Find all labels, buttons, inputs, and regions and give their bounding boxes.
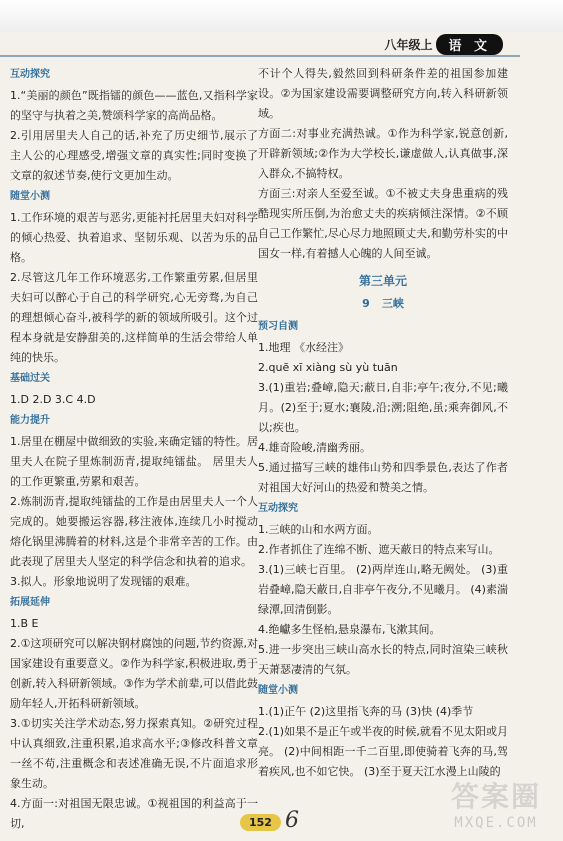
header-rule <box>0 55 520 57</box>
section-heading: 互动探究 <box>10 69 50 80</box>
answer-paragraph: 2.quē xī xiàng sù yù tuān <box>258 361 398 374</box>
lesson-name: 三峡 <box>381 297 404 310</box>
section-heading: 能力提升 <box>10 415 50 426</box>
answer-paragraph: 4.方面一:对祖国无限忠诚。①视祖国的利益高于一切, <box>10 797 258 830</box>
top-strip <box>0 0 563 32</box>
answer-paragraph: 2.引用居里夫人自己的话,补充了历史细节,展示了主人公的心理感受,增强文章的真实性;同时变换了文章的叙述节奏,使行文更加生动。 <box>10 129 258 182</box>
right-column <box>258 64 508 782</box>
handwritten-mark: 6 <box>285 808 299 833</box>
answer-paragraph: 1.三峡的山和水两方面。 <box>258 523 379 536</box>
grade-label: 八年级上 <box>384 37 433 52</box>
section-heading: 预习自测 <box>258 321 298 332</box>
answer-paragraph: 方面三:对亲人至爱至诚。①不被丈夫身患重病的残酷现实所压倒,为治愈丈夫的疾病倾注深情。②不顾自己工作繁忙,尽心尽力地照顾丈夫,和勤劳朴实的中国女一样,有着撼人心魄的人间至诚。 <box>258 187 508 260</box>
answer-paragraph: 2.尽管这几年工作环境恶劣,工作繁重劳累,但居里夫妇可以醉心于自己的科学研究,心无旁骛,为自己的理想倾心奋斗,被科学的新的领域所吸引。这个过程本身就是安静甜美的,这样简单的生活会带给人单纯的快乐。 <box>10 271 258 364</box>
answer-paragraph: 1.地理 《水经注》 <box>258 341 349 354</box>
answer-paragraph: 1.工作环境的艰苦与恶劣,更能衬托居里夫妇对科学的倾心热爱、执着追求、坚韧乐观、以苦为乐的品格。 <box>10 211 258 264</box>
answer-paragraph: 3.①切实关注学术动态,努力探索真知。②研究过程中认真细致,注重积累,追求高水平;③修改科普文章一丝不苟,注重概念和表述准确无误,不片面追求形象生动。 <box>10 717 258 790</box>
answer-paragraph: 5.进一步突出三峡山高水长的特点,同时渲染三峡秋天萧瑟凄清的气氛。 <box>258 643 508 676</box>
answer-paragraph: 3.(1)重岩;叠嶂,隐天;蔽日,自非;亭午;夜分,不见;曦月。(2)至于;夏水;襄陵,沿;溯;阻绝,虽;乘奔御风,不以;疾也。 <box>258 381 508 434</box>
answer-paragraph: 2.炼制沥青,提取纯镭盐的工作是由居里夫人一个人完成的。她要搬运容器,移注液体,连续几小时搅动熔化锅里沸腾着的材料,这是个非常辛苦的工作。由此表现了居里夫人坚定的科学信念和执着的追求。 <box>10 495 258 568</box>
answer-paragraph: 1.(1)正午 (2)这里指飞奔的马 (3)快 (4)季节 <box>258 705 474 718</box>
watermark-url: MXQE.COM <box>454 815 538 831</box>
section-heading: 随堂小测 <box>10 191 50 202</box>
answer-paragraph: 1.“美丽的颜色”既指镭的颜色——蓝色,又指科学家的坚守与执着之美,赞颂科学家的高尚品格。 <box>10 89 258 122</box>
answer-paragraph: 1.居里在棚屋中做细致的实验,来确定镭的特性。居里夫人在院子里炼制沥青,提取纯镭盐。 居里夫人的工作更繁重,劳累和艰苦。 <box>10 435 258 488</box>
lesson-number: 9 <box>362 297 370 310</box>
page-header <box>384 34 503 54</box>
unit-title: 第三单元 <box>358 274 407 288</box>
answer-paragraph: 1.D 2.D 3.C 4.D <box>10 393 96 406</box>
answer-paragraph: 4.绝巘多生怪柏,悬泉瀑布,飞漱其间。 <box>258 623 441 636</box>
lesson-title <box>258 294 508 314</box>
section-heading: 随堂小测 <box>258 685 298 696</box>
watermark-logo-text: 答案圈 <box>450 780 541 813</box>
answer-paragraph: 2.①这项研究可以解决钢材腐蚀的问题,节约资源,对国家建设有重要意义。②作为科学家,积极进取,勇于创新,转入科研新领域。③作为学术前辈,可以借此鼓励年轻人,开拓科研新领域。 <box>10 637 258 710</box>
left-column <box>10 64 258 834</box>
answer-paragraph: 1.B E <box>10 617 39 630</box>
subject-badge: 语 文 <box>436 34 503 55</box>
answer-paragraph: 5.通过描写三峡的雄伟山势和四季景色,表达了作者对祖国大好河山的热爱和赞美之情。 <box>258 461 508 494</box>
answer-paragraph: 3.(1)三峡七百里。 (2)两岸连山,略无阙处。 (3)重岩叠嶂,隐天蔽日,自非亭午夜分,不见曦月。 (4)素湍绿潭,回清倒影。 <box>258 563 508 616</box>
answer-paragraph: 不计个人得失,毅然回到科研条件差的祖国参加建设。②为国家建设需要调整研究方向,转入科研新领域。 <box>258 67 508 120</box>
answer-paragraph: 4.雄奇险峻,清幽秀丽。 <box>258 441 371 454</box>
page-number: 152 <box>240 814 281 831</box>
answer-paragraph: 2.作者抓住了连绵不断、遮天蔽日的特点来写山。 <box>258 543 500 556</box>
answer-paragraph: 2.(1)如果不是正午或半夜的时候,就看不见太阳或月亮。 (2)中间相距一千二百里,即使骑着飞奔的马,驾着疾风,也不如它快。 (3)至于夏天江水漫上山陵的 <box>258 725 508 778</box>
section-heading: 拓展延伸 <box>10 597 50 608</box>
section-heading: 基础过关 <box>10 373 50 384</box>
watermark <box>441 773 551 833</box>
answer-paragraph: 方面二:对事业充满热诚。①作为科学家,锐意创新,开辟新领域;②作为大学校长,谦虚做人,认真做事,深入群众,不搞特权。 <box>258 127 508 180</box>
section-heading: 互动探究 <box>258 503 298 514</box>
answer-paragraph: 3.拟人。形象地说明了发现镭的艰难。 <box>10 575 197 588</box>
